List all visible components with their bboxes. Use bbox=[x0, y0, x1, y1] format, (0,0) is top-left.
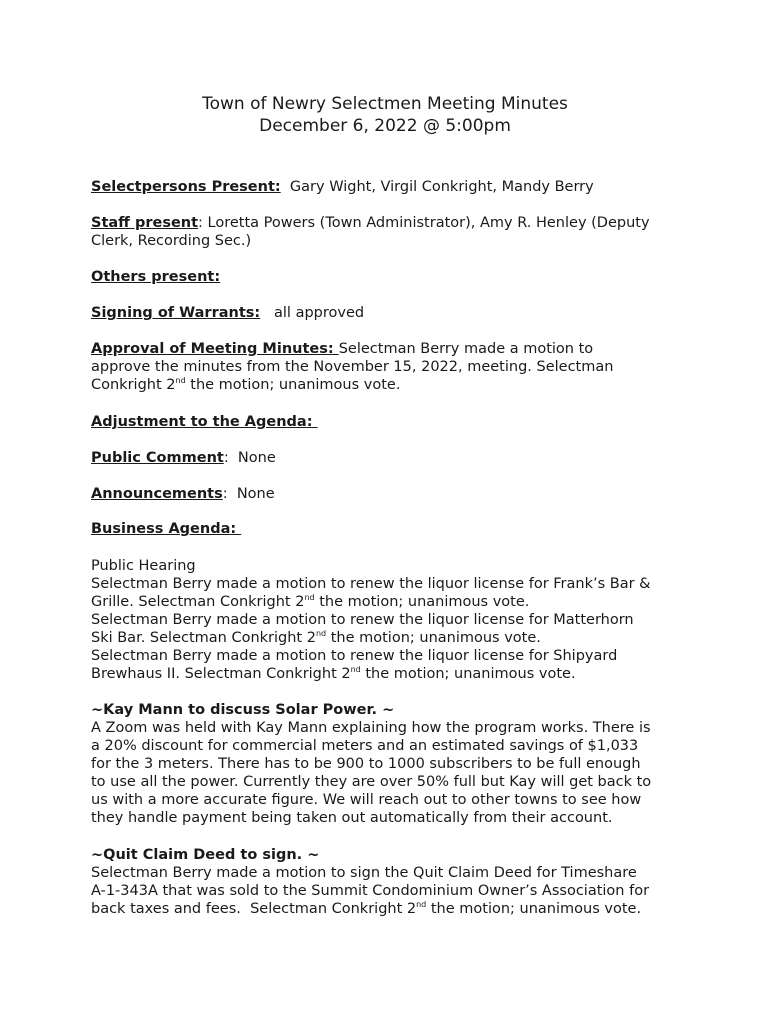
quitclaim-line-3a: back taxes and fees. Selectman Conkright 2 bbox=[91, 901, 417, 917]
others-section bbox=[91, 268, 691, 286]
public-hearing-line-3: Selectman Berry made a motion to renew the liquor license for Matterhorn bbox=[91, 612, 634, 628]
public-hearing-sup-1: nd bbox=[304, 593, 315, 602]
warrants-section bbox=[91, 304, 691, 322]
approval-line-3a: Conkright 2 bbox=[91, 377, 176, 393]
solar-line-2: a 20% discount for commercial meters and an estimated savings of $1,033 bbox=[91, 738, 639, 754]
others-label: Others present: bbox=[91, 269, 221, 285]
selectpersons-section bbox=[91, 178, 691, 196]
staff-line-2: Clerk, Recording Sec.) bbox=[91, 233, 252, 249]
announcements-section bbox=[91, 485, 691, 503]
adjustment-section bbox=[91, 413, 691, 431]
approval-line-2: approve the minutes from the November 15, 2022, meeting. Selectman bbox=[91, 359, 614, 375]
public-hearing-line-6b: the motion; unanimous vote. bbox=[360, 666, 576, 682]
announcements-label: Announcements bbox=[91, 486, 223, 502]
public-hearing-line-2a: Grille. Selectman Conkright 2 bbox=[91, 594, 305, 610]
selectpersons-value: Gary Wight, Virgil Conkright, Mandy Berry bbox=[280, 179, 594, 195]
public-comment-value: : None bbox=[223, 450, 276, 466]
announcements-value: : None bbox=[222, 486, 275, 502]
quitclaim-superscript: nd bbox=[416, 900, 427, 909]
quitclaim-line-1: Selectman Berry made a motion to sign the Quit Claim Deed for Timeshare bbox=[91, 865, 637, 881]
solar-line-5: us with a more accurate figure. We will reach out to other towns to see how bbox=[91, 792, 642, 808]
public-comment-section bbox=[91, 449, 691, 467]
quitclaim-heading: ~Quit Claim Deed to sign. ~ bbox=[91, 847, 320, 863]
warrants-value: all approved bbox=[260, 305, 365, 321]
quitclaim-section bbox=[91, 846, 691, 918]
approval-line-3b: the motion; unanimous vote. bbox=[185, 377, 401, 393]
staff-label: Staff present bbox=[91, 215, 199, 231]
approval-section bbox=[91, 340, 691, 394]
public-hearing-section bbox=[91, 557, 691, 683]
approval-superscript: nd bbox=[175, 376, 186, 385]
quitclaim-line-2: A-1-343A that was sold to the Summit Condominium Owner’s Association for bbox=[91, 883, 650, 899]
staff-section bbox=[91, 214, 691, 250]
title-line-1: Town of Newry Selectmen Meeting Minutes bbox=[202, 94, 568, 114]
approval-line-1: Selectman Berry made a motion to bbox=[338, 341, 594, 357]
public-hearing-heading: Public Hearing bbox=[91, 558, 196, 574]
solar-heading: ~Kay Mann to discuss Solar Power. ~ bbox=[91, 702, 395, 718]
public-hearing-line-1: Selectman Berry made a motion to renew the liquor license for Frank’s Bar & bbox=[91, 576, 651, 592]
solar-line-6: they handle payment being taken out automatically from their account. bbox=[91, 810, 613, 826]
public-hearing-line-6a: Brewhaus II. Selectman Conkright 2 bbox=[91, 666, 351, 682]
public-hearing-line-2b: the motion; unanimous vote. bbox=[314, 594, 530, 610]
public-hearing-line-4a: Ski Bar. Selectman Conkright 2 bbox=[91, 630, 316, 646]
warrants-label: Signing of Warrants: bbox=[91, 305, 261, 321]
adjustment-label: Adjustment to the Agenda: bbox=[91, 414, 318, 430]
public-comment-label: Public Comment bbox=[91, 450, 224, 466]
business-agenda-section bbox=[91, 520, 691, 538]
solar-section bbox=[91, 701, 691, 827]
solar-line-3: for the 3 meters. There has to be 900 to 1000 subscribers to be full enough bbox=[91, 756, 641, 772]
selectpersons-label: Selectpersons Present: bbox=[91, 179, 281, 195]
approval-label: Approval of Meeting Minutes: bbox=[91, 341, 339, 357]
staff-line-1: : Loretta Powers (Town Administrator), Amy R. Henley (Deputy bbox=[198, 215, 650, 231]
public-hearing-line-5: Selectman Berry made a motion to renew the liquor license for Shipyard bbox=[91, 648, 618, 664]
public-hearing-sup-3: nd bbox=[350, 665, 361, 674]
quitclaim-line-3b: the motion; unanimous vote. bbox=[426, 901, 642, 917]
public-hearing-sup-2: nd bbox=[315, 629, 327, 638]
public-hearing-line-4b: the motion; unanimous vote. bbox=[326, 630, 541, 646]
title-line-2: December 6, 2022 @ 5:00pm bbox=[259, 116, 511, 136]
business-agenda-label: Business Agenda: bbox=[91, 521, 242, 537]
solar-line-1: A Zoom was held with Kay Mann explaining how the program works. There is bbox=[91, 720, 651, 736]
solar-line-4: to use all the power. Currently they are over 50% full but Kay will get back to bbox=[91, 774, 652, 790]
